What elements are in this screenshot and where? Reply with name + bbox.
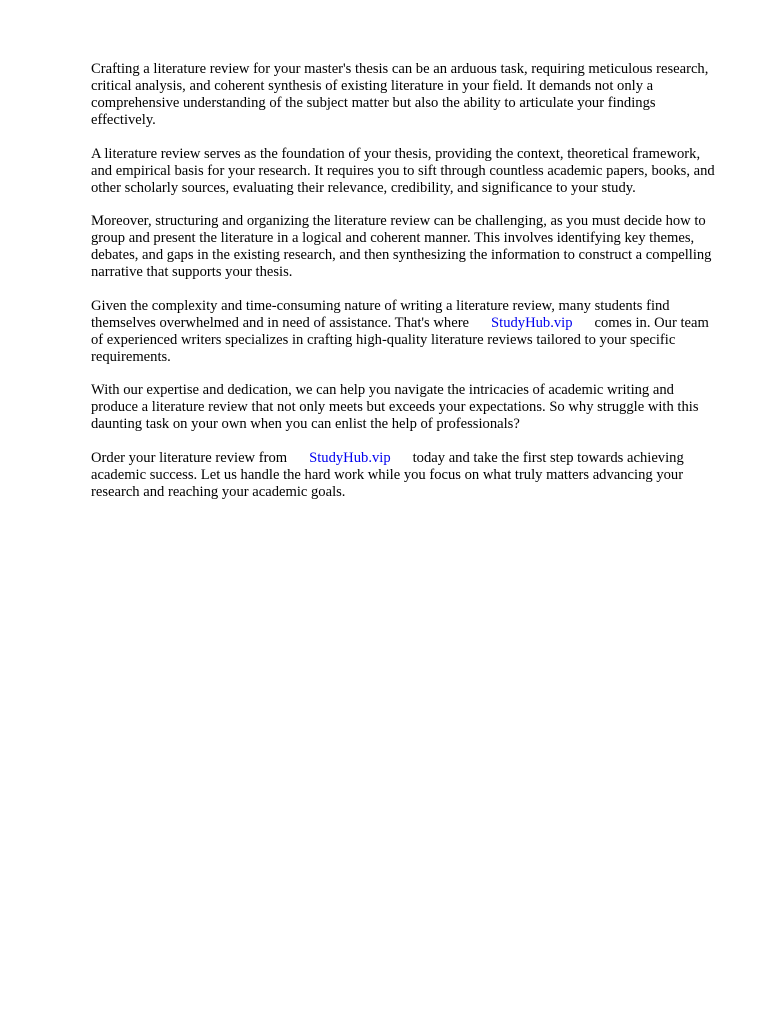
paragraph-assistance [91, 298, 721, 366]
paragraph-order-after: today and take the first step towards achieving academic success. Let us handle the hard work while you focus on what truly matters advancing your research and reaching your academic goals. [91, 449, 684, 500]
paragraph-expertise: With our expertise and dedication, we can help you navigate the intricacies of academic writing and produce a literature review that not only meets but exceeds your expectations. So why struggle with this daunting task on your own when you can enlist the help of professionals? [91, 382, 699, 432]
document-body [91, 61, 721, 517]
paragraph-intro: Crafting a literature review for your master's thesis can be an arduous task, requiring meticulous research, critical analysis, and coherent synthesis of existing literature in your field. It demands not only a comprehensive understanding of the subject matter but also the ability to articulate your findings effectively. [91, 61, 709, 128]
studyhub-link[interactable]: StudyHub.vip [309, 449, 391, 466]
paragraph-foundation: A literature review serves as the foundation of your thesis, providing the context, theoretical framework, and empirical basis for your research. It requires you to sift through countless academic papers, books, and other scholarly sources, evaluating their relevance, credibility, and significance to your study. [91, 145, 715, 196]
paragraph-assistance-before: Given the complexity and time-consuming nature of writing a literature review, many students find themselves overwhelmed and in need of assistance. That's where [91, 297, 670, 331]
paragraph-order-before: Order your literature review from [91, 449, 288, 466]
paragraph-order [91, 450, 721, 501]
paragraph-assistance-after: comes in. Our team of experienced writers specializes in crafting high-quality literature reviews tailored to your specific requirements. [91, 314, 709, 365]
paragraph-structuring: Moreover, structuring and organizing the literature review can be challenging, as you must decide how to group and present the literature in a logical and coherent manner. This involves identifying key themes, debates, and gaps in the existing research, and then synthesizing the information to construct a compelling narrative that supports your thesis. [91, 213, 712, 280]
studyhub-link[interactable]: StudyHub.vip [491, 314, 573, 331]
